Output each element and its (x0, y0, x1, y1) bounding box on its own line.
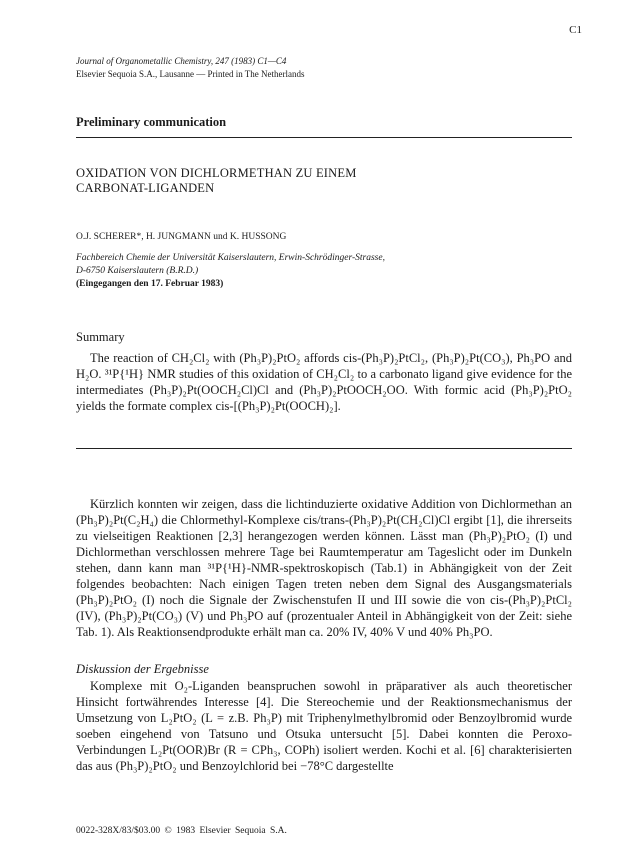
journal-citation (76, 55, 305, 81)
body-paragraph: Kürzlich konnten wir zeigen, dass die lichtinduzierte oxidative Addition von Dichlormethan an (Ph₃P)₂Pt(C₂H₄) die Chlormethyl-Komplexe cis/trans-(Ph₃P)₂Pt(CH₂Cl)Cl ergibt [1], die ihrerseits zu vielseitigen Reaktionen [2,3] herangezogen werden können. Lässt man (Ph₃P)₂PtO₂ (I) und Dichlormethan verschlossen mehrere Tage bei Raumtemperatur am Tageslicht oder im Dunkeln stehen, dann kann man ³¹P{¹H}-NMR-spektroskopisch (Tab.1) in Abhängigkeit von der Zeit folgendes beobachten: Nach einigen Tagen treten neben dem Signal des Ausgangsmaterials (Ph₃P)₂PtO₂ (I) noch die Signale der Zwischenstufen II und III sowie die von cis-(Ph₃P)₂PtCl₂ (IV), (Ph₃P)₂Pt(CO₃) (V) und Ph₃PO auf (prozentualer Anteil in Abhängigkeit von der Zeit: siehe Tab. 1). Als Reaktionsendprodukte erhält man ca. 20% IV, 40% V und 40% Ph₃PO. (76, 497, 572, 639)
affiliation (76, 252, 385, 278)
affiliation-line-1: Fachbereich Chemie der Universität Kaiserslautern, Erwin-Schrödinger-Strasse, (76, 253, 385, 263)
summary-paragraph: The reaction of CH₂Cl₂ with (Ph₃P)₂PtO₂ affords cis-(Ph₃P)₂PtCl₂, (Ph₃P)₂Pt(CO₃), Ph₃PO and H₂O. ³¹P{¹H} NMR studies of this oxidation of CH₂Cl₂ to a carbonato ligand give evidence for the intermediates (Ph₃P)₂Pt(OOCH₂Cl)Cl and (Ph₃P)₂PtOOCH₂OO. With formic acid (Ph₃P)₂PtO₂ yields the formate complex cis-[(Ph₃P)₂Pt(OOCH)₂]. (76, 351, 572, 413)
journal-line-1: Journal of Organometallic Chemistry, 247 (1983) C1—C4 (76, 56, 287, 66)
journal-line-2: Elsevier Sequoia S.A., Lausanne — Printed in The Netherlands (76, 69, 305, 79)
summary-heading: Summary (76, 330, 125, 344)
discussion-text (76, 678, 572, 774)
received-date: (Eingegangen den 17. Februar 1983) (76, 279, 224, 289)
article-title (76, 166, 357, 196)
body-text (76, 496, 572, 640)
affiliation-line-2: D-6750 Kaiserslautern (B.R.D.) (76, 266, 199, 276)
header-rule (76, 137, 572, 138)
summary-rule (76, 448, 572, 449)
page-number: C1 (569, 24, 582, 36)
authors: O.J. SCHERER*, H. JUNGMANN und K. HUSSONG (76, 232, 287, 242)
summary-text (76, 350, 572, 414)
discussion-paragraph: Komplexe mit O₂-Liganden beanspruchen sowohl in präparativer als auch theoretischer Hinsicht fortwährendes Interesse [4]. Die Stereochemie und der Reaktionsmechanismus der Umsetzung von L₂PtO₂ (L = z.B. Ph₃P) mit Triphenylmethylbromid oder Benzoylbromid wurde soeben eingehend von Tatsuno und Otsuka untersucht [5]. Dabei konnten die Peroxo-Verbindungen L₂Pt(OOR)Br (R = CPh₃, COPh) isoliert werden. Kochi et al. [6] charakterisierten das aus (Ph₃P)₂PtO₂ und Benzoylchlorid bei −78°C dargestellte (76, 679, 572, 773)
discussion-heading: Diskussion der Ergebnisse (76, 662, 209, 676)
title-line-2: CARBONAT-LIGANDEN (76, 181, 215, 195)
section-heading: Preliminary communication (76, 115, 227, 129)
copyright-footer: 0022-328X/83/$03.00 © 1983 Elsevier Sequoia S.A. (76, 826, 287, 836)
title-line-1: OXIDATION VON DICHLORMETHAN ZU EINEM (76, 166, 357, 180)
